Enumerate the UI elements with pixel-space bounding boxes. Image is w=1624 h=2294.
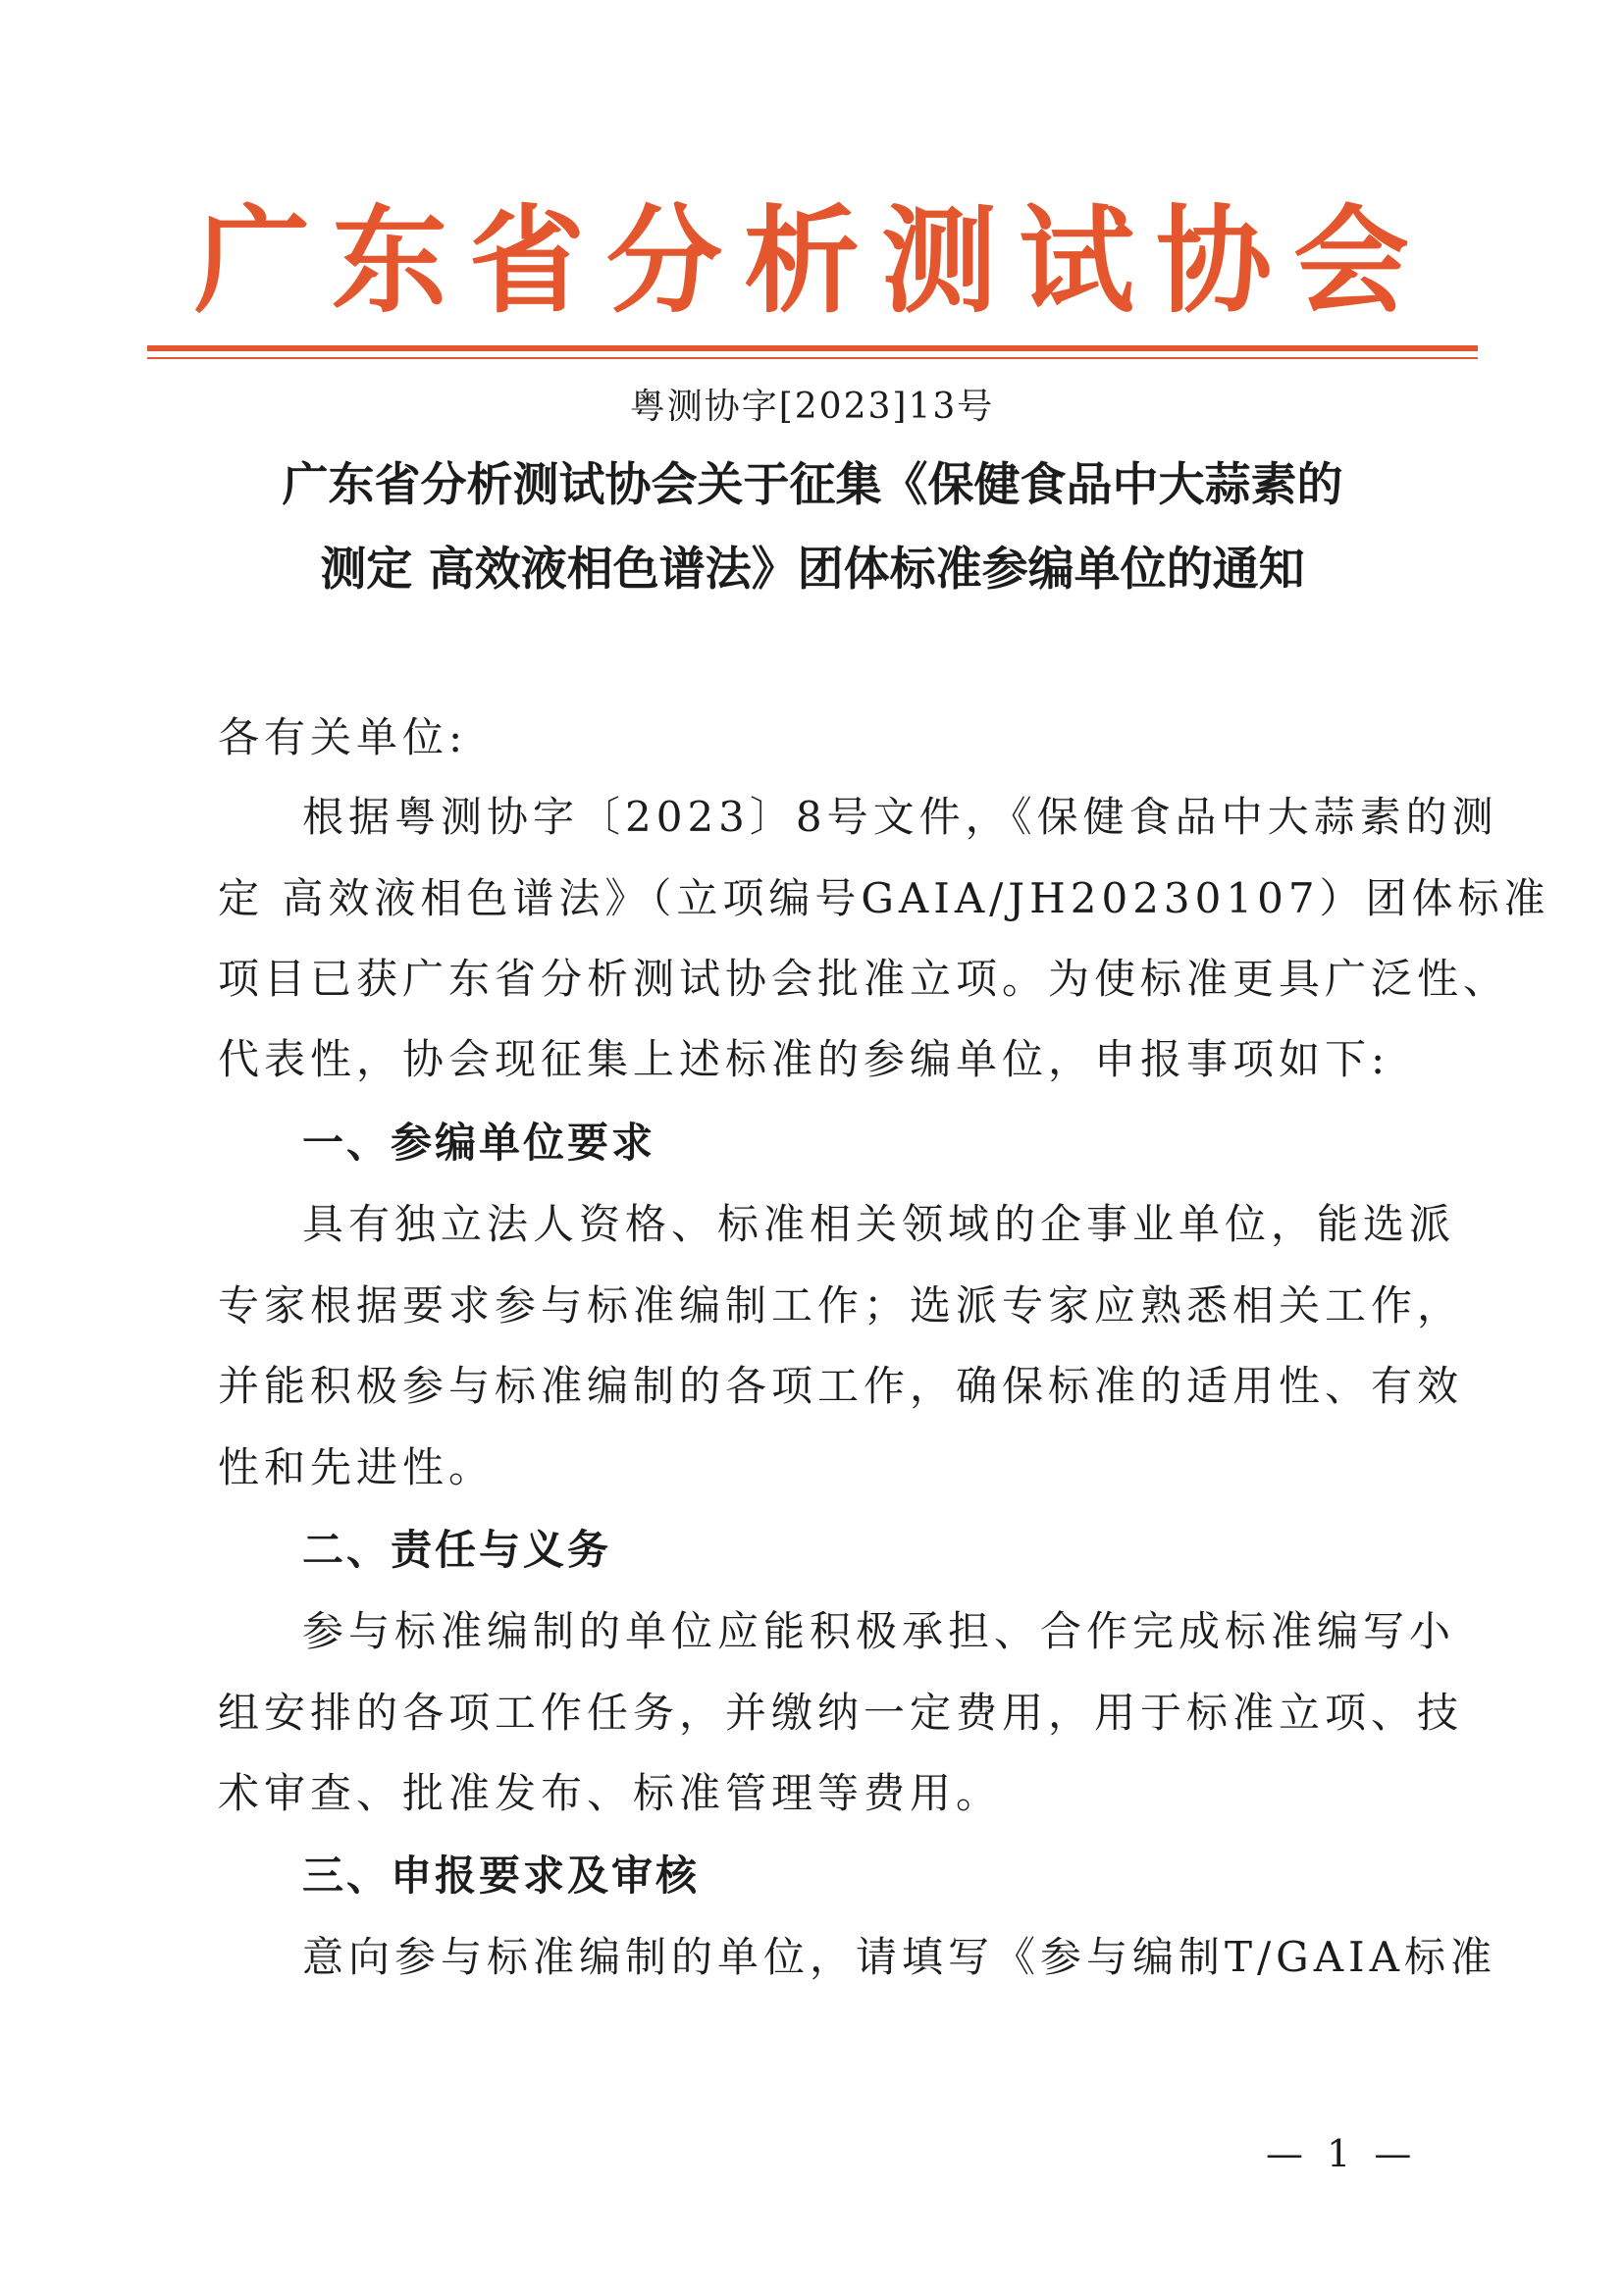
paragraph-2-line: 并能积极参与标准编制的各项工作，确保标准的适用性、有效 (218, 1362, 1464, 1410)
paragraph-2-line: 性和先进性。 (218, 1443, 496, 1491)
masthead-divider-thick (147, 345, 1478, 351)
document-number: 粤测协字[2023]13号 (629, 387, 995, 427)
paragraph-3-line: 组安排的各项工作任务，并缴纳一定费用，用于标准立项、技 (218, 1689, 1464, 1737)
paragraph-1-line: 根据粤测协字〔2023〕8号文件，《保健食品中大蒜素的测 (302, 793, 1498, 841)
masthead-divider-thin (147, 357, 1478, 359)
document-title-line-1: 广东省分析测试协会关于征集《保健食品中大蒜素的 (282, 458, 1343, 512)
section-1-heading: 一、参编单位要求 (302, 1119, 656, 1167)
paragraph-1-line: 项目已获广东省分析测试协会批准立项。为使标准更具广泛性、 (218, 955, 1510, 1003)
paragraph-2-line: 专家根据要求参与标准编制工作；选派专家应熟悉相关工作， (218, 1281, 1464, 1329)
paragraph-4-line: 意向参与标准编制的单位，请填写《参与编制T/GAIA标准 (302, 1933, 1496, 1981)
section-3-heading: 三、申报要求及审核 (302, 1851, 701, 1900)
document-title-line-2: 测定 高效液相色谱法》团体标准参编单位的通知 (320, 543, 1305, 597)
section-2-heading: 二、责任与义务 (302, 1526, 612, 1574)
paragraph-1-line: 定 高效液相色谱法》（立项编号GAIA/JH20230107）团体标准 (218, 874, 1550, 922)
salutation: 各有关单位: (218, 713, 468, 761)
paragraph-3-line: 术审查、批准发布、标准管理等费用。 (218, 1769, 1003, 1817)
page-number: — 1 — (1266, 2132, 1418, 2175)
organization-masthead: 广东省分析测试协会 (193, 192, 1431, 329)
paragraph-2-line: 具有独立法人资格、标准相关领域的企事业单位，能选派 (302, 1200, 1456, 1248)
paragraph-1-line: 代表性，协会现征集上述标准的参编单位，申报事项如下: (218, 1035, 1390, 1083)
paragraph-3-line: 参与标准编制的单位应能积极承担、合作完成标准编写小 (302, 1607, 1456, 1655)
